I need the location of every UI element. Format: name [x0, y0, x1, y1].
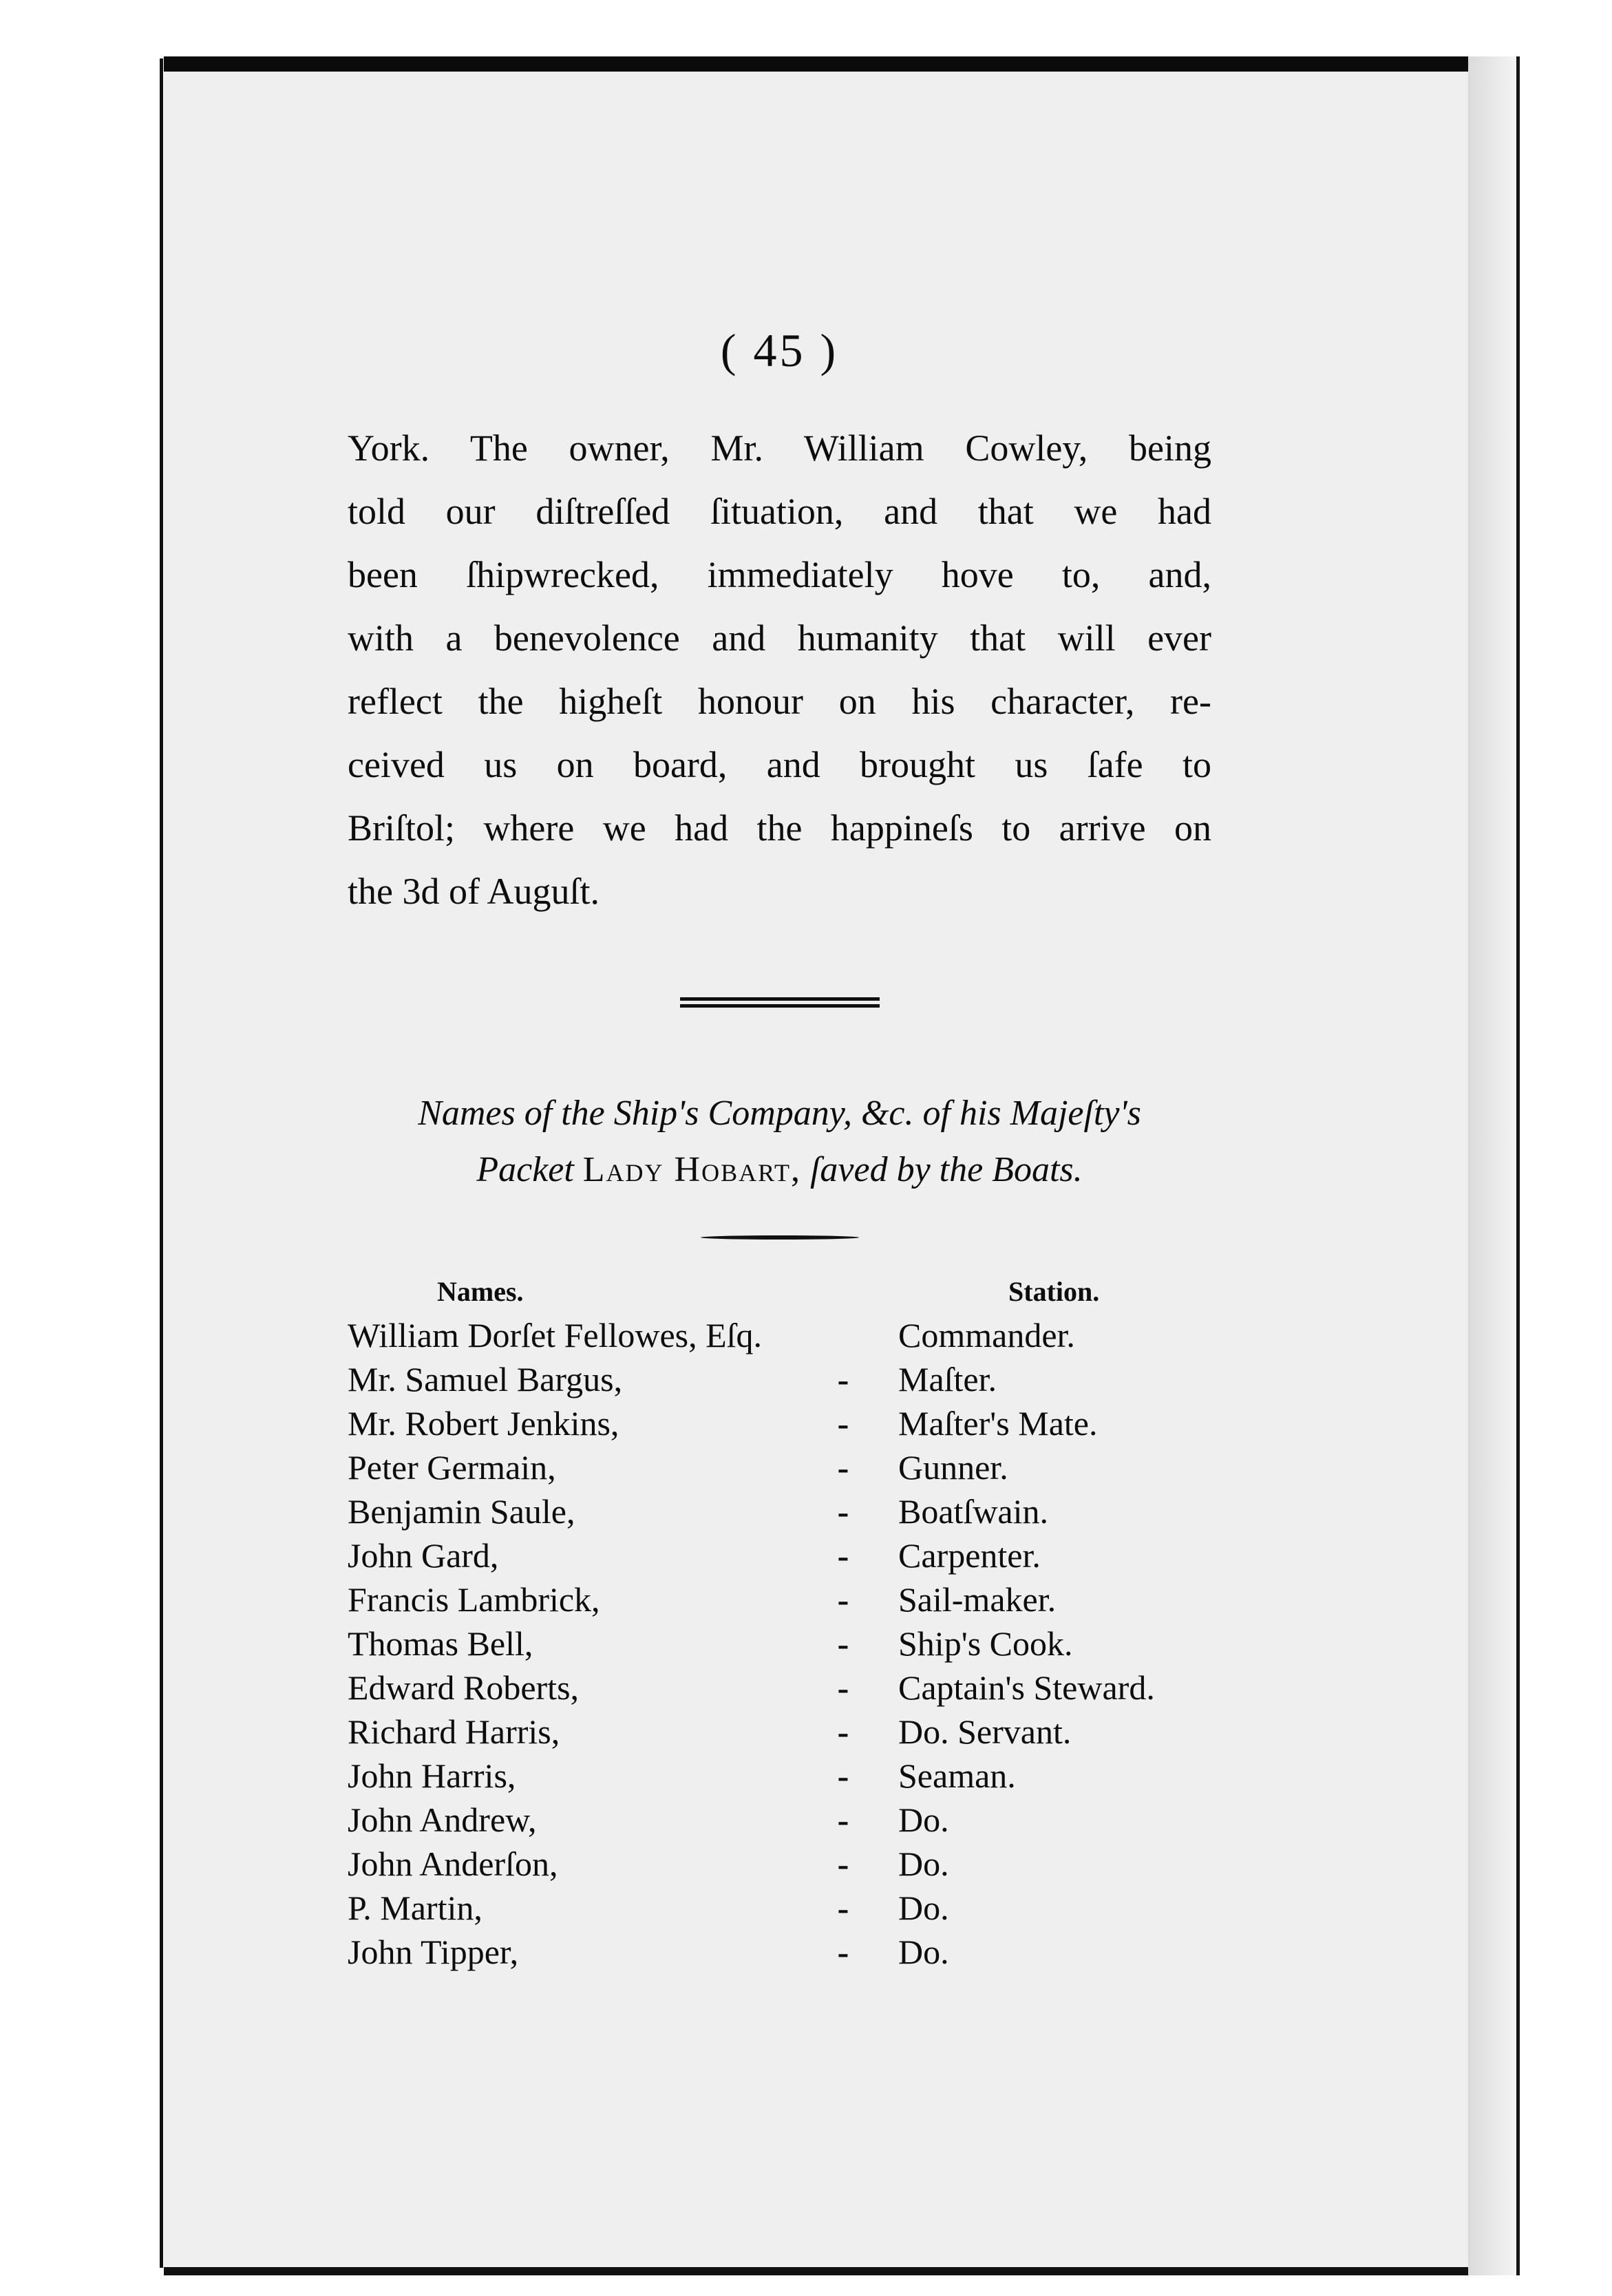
heading-packet-word: Packet [476, 1150, 574, 1189]
dash-separator: - [837, 1448, 849, 1487]
table-row [348, 1842, 1249, 1886]
page-number: ( 45 ) [720, 324, 839, 376]
scan-border-top [164, 56, 1468, 72]
table-row [348, 1533, 1249, 1577]
scan-border-bottom [164, 2267, 1468, 2275]
table-row [348, 1357, 1249, 1401]
crew-name: Richard Harris, [348, 1712, 560, 1751]
crew-name: Francis Lambrick, [348, 1580, 600, 1619]
left-margin [0, 0, 164, 2296]
dash-separator: - [837, 1668, 849, 1707]
crew-station: Gunner. [898, 1448, 1008, 1487]
page-content [348, 323, 1211, 1974]
paragraph-line: told our diſtreſſed ſituation, and that we had [348, 491, 1211, 532]
table-row [348, 1666, 1249, 1710]
ornamental-rule [701, 1235, 859, 1240]
dash-separator: - [837, 1800, 849, 1839]
crew-name: John Tipper, [348, 1933, 519, 1971]
dash-separator: - [837, 1360, 849, 1399]
paragraph-line: Briſtol; where we had the happineſs to arrive on [348, 807, 1211, 849]
paragraph-line: ceived us on board, and brought us ſafe to [348, 744, 1211, 785]
table-row [348, 1710, 1249, 1754]
dash-separator: - [837, 1536, 849, 1575]
heading-line-2 [348, 1142, 1211, 1198]
table-row [348, 1930, 1249, 1974]
dash-separator: - [837, 1404, 849, 1443]
crew-name: Mr. Robert Jenkins, [348, 1404, 619, 1443]
crew-station: Ship's Cook. [898, 1624, 1073, 1663]
crew-station: Do. Servant. [898, 1712, 1072, 1751]
crew-name: William Dorſet Fellowes, Eſq. [348, 1316, 763, 1354]
crew-name: Thomas Bell, [348, 1624, 533, 1663]
names-column-header: Names. [437, 1276, 524, 1307]
paragraph-line: with a benevolence and humanity that will ever [348, 617, 1211, 659]
paragraph-line: reflect the higheſt honour on his character, re- [348, 681, 1211, 722]
crew-station: Do. [898, 1845, 949, 1883]
heading-line-1: Names of the Ship's Company, &c. of his Majeſty's [418, 1094, 1141, 1133]
crew-station: Do. [898, 1889, 949, 1927]
table-row [348, 1489, 1249, 1533]
crew-station: Captain's Steward. [898, 1668, 1155, 1707]
dash-separator: - [837, 1845, 849, 1883]
dash-separator: - [837, 1580, 849, 1619]
crew-name: John Gard, [348, 1536, 499, 1575]
page-edge-shadow [1468, 56, 1516, 2275]
crew-station: Maſter. [898, 1360, 997, 1399]
ship-name: Lady Hobart, [582, 1150, 801, 1189]
dash-separator [788, 1313, 898, 1357]
station-column-header: Station. [1008, 1276, 1100, 1307]
crew-station: Seaman. [898, 1756, 1016, 1795]
dash-separator: - [837, 1624, 849, 1663]
table-row [348, 1445, 1249, 1489]
table-row [348, 1886, 1249, 1930]
crew-name: Peter Germain, [348, 1448, 556, 1487]
crew-name: John Anderſon, [348, 1845, 558, 1883]
table-row [348, 1622, 1249, 1666]
crew-station: Carpenter. [898, 1536, 1041, 1575]
crew-name: Benjamin Saule, [348, 1492, 575, 1531]
dash-separator: - [837, 1712, 849, 1751]
crew-station: Boatſwain. [898, 1492, 1049, 1531]
crew-station: Sail-maker. [898, 1580, 1057, 1619]
crew-name: Mr. Samuel Bargus, [348, 1360, 623, 1399]
dash-separator: - [837, 1492, 849, 1531]
paragraph-line: the 3d of Auguſt. [348, 871, 600, 912]
roster-body [348, 1313, 1249, 1974]
page-edge-left [160, 59, 163, 2268]
section-heading [348, 1085, 1211, 1198]
heading-saved-phrase: ſaved by the Boats. [809, 1150, 1083, 1189]
paragraph-line: York. The owner, Mr. William Cowley, being [348, 427, 1211, 469]
crew-station: Do. [898, 1933, 949, 1971]
dash-separator: - [837, 1889, 849, 1927]
table-row [348, 1754, 1249, 1798]
table-row [348, 1313, 1249, 1357]
dash-separator: - [837, 1933, 849, 1971]
page-edge-right [1516, 56, 1520, 2275]
crew-name: John Andrew, [348, 1800, 537, 1839]
dash-separator: - [837, 1756, 849, 1795]
roster-header-row [348, 1275, 1249, 1313]
crew-name: John Harris, [348, 1756, 516, 1795]
table-row [348, 1577, 1249, 1622]
table-row [348, 1401, 1249, 1445]
table-row [348, 1798, 1249, 1842]
crew-station: Do. [898, 1800, 949, 1839]
crew-station: Commander. [898, 1316, 1075, 1354]
body-paragraph [348, 416, 1211, 923]
double-rule-divider [680, 997, 880, 1008]
right-margin [1468, 56, 1612, 2296]
paragraph-line: been ſhipwrecked, immediately hove to, and, [348, 554, 1211, 595]
crew-name: P. Martin, [348, 1889, 482, 1927]
crew-roster-table [348, 1275, 1249, 1974]
crew-name: Edward Roberts, [348, 1668, 580, 1707]
crew-station: Maſter's Mate. [898, 1404, 1098, 1443]
